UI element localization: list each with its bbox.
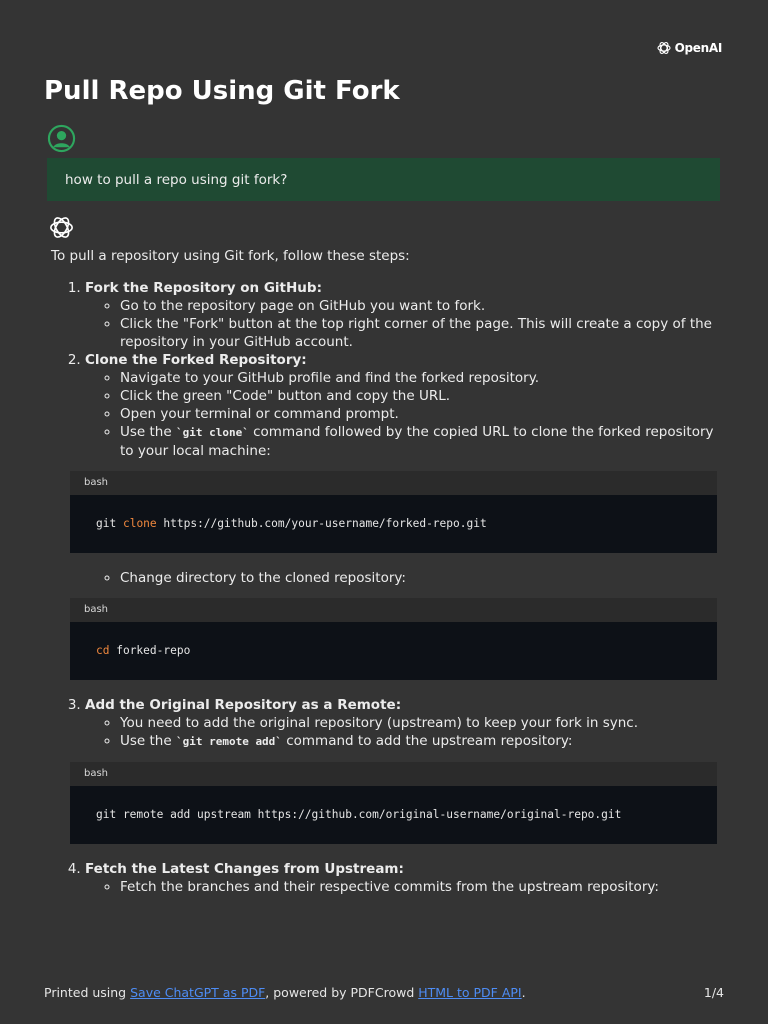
brand-name: OpenAI [674, 41, 722, 55]
list-item: ◦ You need to add the original repository (upstream) to keep your fork in sync. [120, 714, 721, 732]
user-avatar-icon [47, 124, 76, 153]
footer-credit [44, 985, 526, 1000]
save-chatgpt-as-pdf-link[interactable]: Save ChatGPT as PDF [130, 985, 266, 1000]
list-item: ◦ Go to the repository page on GitHub you want to fork. [120, 297, 721, 315]
list-item: ◦ Click the "Fork" button at the top right corner of the page. This will create a copy of the repository in your GitHub account. [120, 315, 721, 351]
step-2-substeps [85, 369, 721, 680]
code-block [70, 762, 717, 844]
text-fragment: command to add the upstream repository: [281, 733, 573, 749]
code-content[interactable] [70, 495, 717, 553]
step-1-substeps [85, 297, 721, 351]
list-item [84, 569, 721, 680]
text-fragment: Change directory to the cloned repository: [120, 570, 406, 586]
step-1-title: Fork the Repository on GitHub: [85, 280, 322, 296]
text-fragment: Use the [120, 733, 176, 749]
step-3 [85, 696, 721, 844]
code-block [70, 598, 717, 680]
text-fragment: Use the [120, 424, 176, 440]
step-4-title: Fetch the Latest Changes from Upstream: [85, 861, 404, 877]
code-language-label: bash [70, 598, 717, 622]
footer [44, 985, 724, 1000]
list-item [84, 732, 721, 844]
chatgpt-avatar-icon [47, 213, 76, 242]
page-number: 1/4 [703, 985, 724, 1000]
answer-intro: To pull a repository using Git fork, follow these steps: [51, 248, 410, 264]
code-token: git [96, 517, 117, 530]
code-content[interactable]: git remote add upstream https://github.com/original-username/original-repo.git [96, 808, 622, 821]
code-language-label: bash [70, 471, 717, 495]
inline-code: `git clone` [175, 426, 249, 439]
list-item: ◦ Click the green "Code" button and copy the URL. [120, 387, 721, 405]
text-fragment: command followed by the copied URL to clone the forked repository to your local machine: [120, 424, 714, 459]
step-1 [85, 279, 721, 351]
user-message [47, 158, 720, 201]
step-3-substeps [85, 714, 721, 844]
code-block [70, 471, 717, 553]
step-3-title: Add the Original Repository as a Remote: [85, 697, 402, 713]
assistant-answer [51, 247, 721, 896]
step-2-title: Clone the Forked Repository: [85, 352, 307, 368]
footer-text: , powered by PDFCrowd [265, 985, 419, 1000]
code-token: forked-repo [109, 644, 191, 657]
openai-icon [656, 40, 672, 56]
list-item: ◦ Navigate to your GitHub profile and find the forked repository. [120, 369, 721, 387]
html-to-pdf-api-link[interactable]: HTML to PDF API [418, 985, 522, 1000]
code-keyword: clone [122, 517, 157, 530]
list-item: ◦ Open your terminal or command prompt. [120, 405, 721, 423]
list-item: ◦ Fetch the branches and their respective commits from the upstream repository: [120, 878, 721, 896]
step-4-substeps [85, 878, 721, 896]
code-language-label: bash [70, 762, 717, 786]
code-keyword: cd [96, 644, 110, 657]
user-message-text: how to pull a repo using git fork? [65, 171, 288, 188]
steps-list [51, 279, 721, 896]
step-4 [85, 860, 721, 896]
code-token: https://github.com/your-username/forked-repo.git [156, 517, 487, 530]
code-content[interactable] [70, 622, 717, 680]
inline-code: `git remote add` [175, 735, 282, 748]
step-2 [85, 351, 721, 680]
list-item [84, 423, 721, 553]
footer-text: . [521, 985, 526, 1000]
page-title: Pull Repo Using Git Fork [44, 76, 400, 106]
openai-logo [656, 40, 722, 56]
footer-text: Printed using [44, 985, 131, 1000]
